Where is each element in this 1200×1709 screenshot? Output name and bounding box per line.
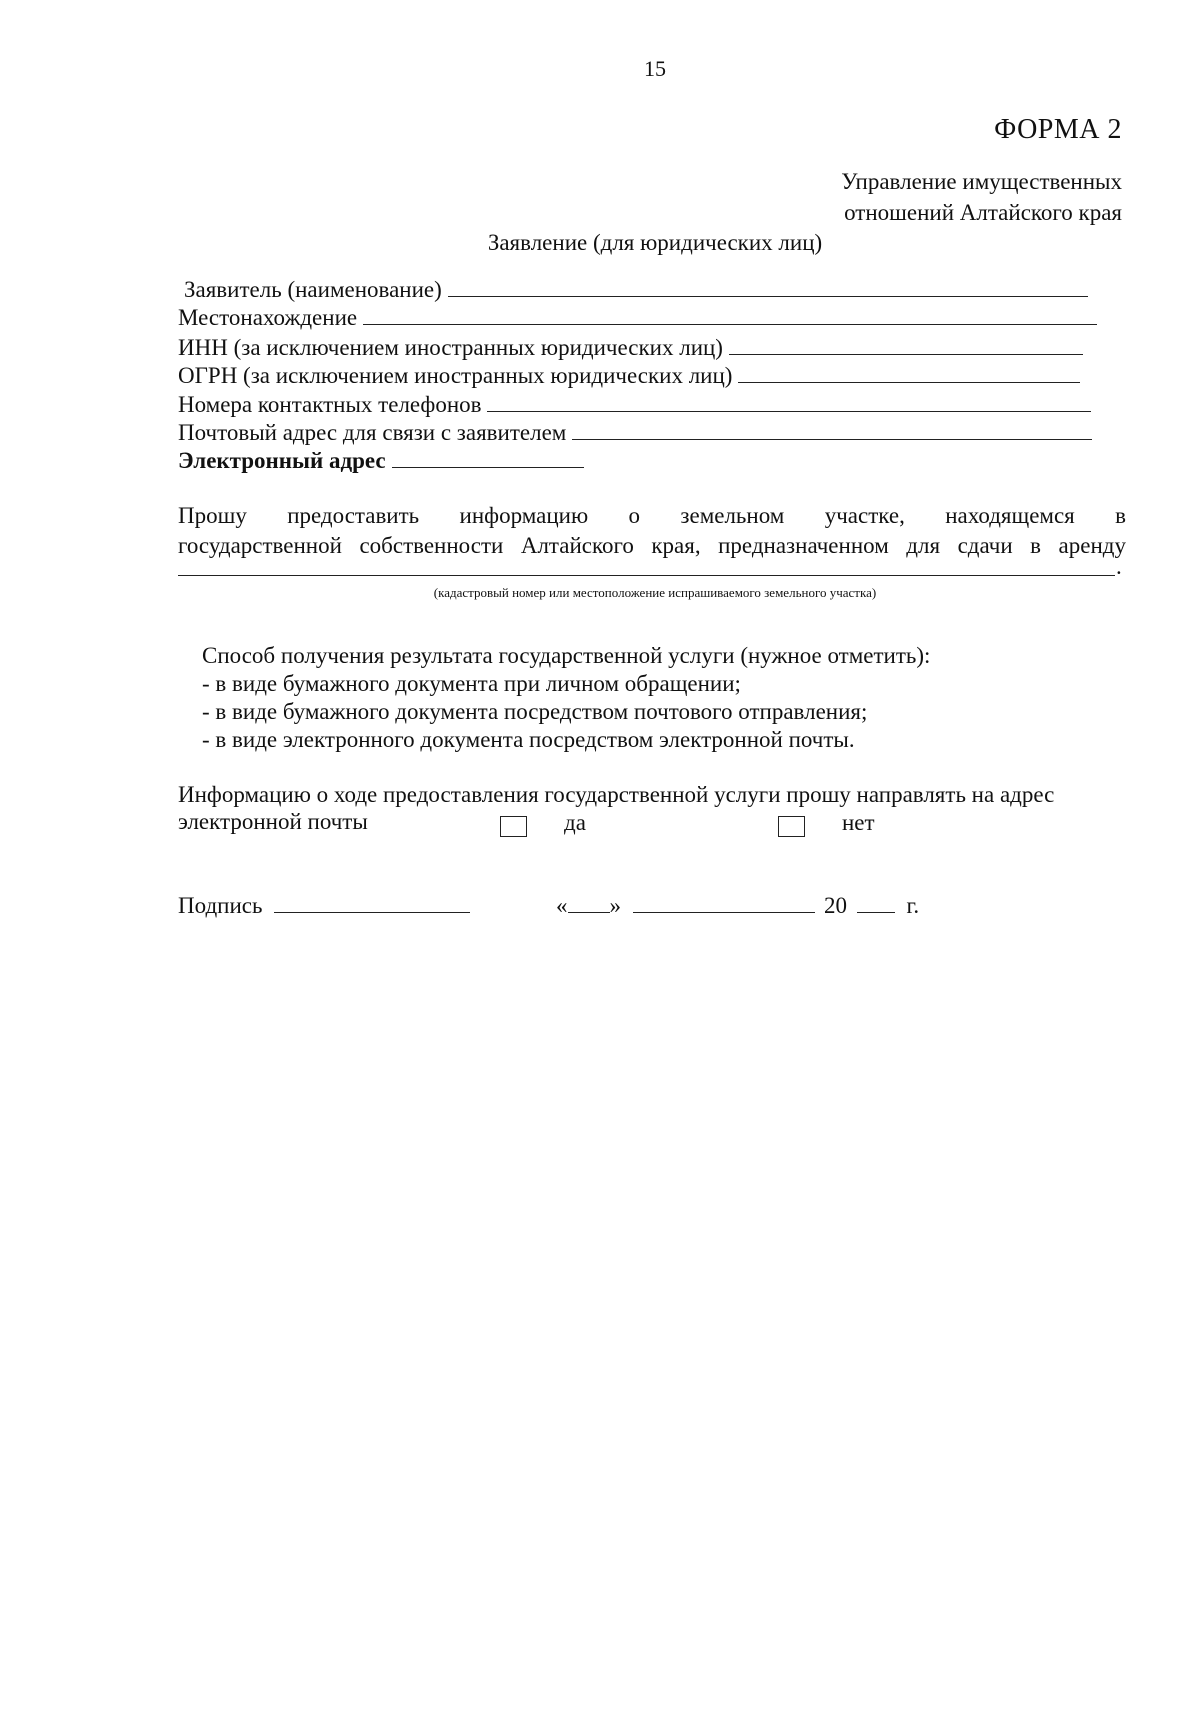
notify-text-line-2: электронной почты: [178, 809, 368, 834]
applicant-row: [184, 276, 1088, 303]
yes-checkbox[interactable]: [500, 816, 527, 837]
date-open-quote: «: [556, 893, 568, 918]
date-close-quote: »: [609, 893, 621, 918]
date-block: [556, 892, 815, 919]
postal-row: [178, 419, 1092, 446]
ogrn-row: [178, 362, 1080, 389]
signature-field[interactable]: [274, 892, 470, 913]
applicant-field[interactable]: [448, 276, 1088, 297]
request-paragraph: [178, 501, 1126, 561]
cadastral-caption: (кадастровый номер или местоположение испрашиваемого земельного участка): [433, 585, 877, 600]
recipient-line-2: отношений Алтайского края: [844, 200, 1122, 225]
ogrn-field[interactable]: [738, 362, 1080, 383]
year-field[interactable]: [857, 892, 895, 913]
year-block: [824, 892, 919, 919]
phones-row: [178, 391, 1091, 418]
inn-row: [178, 334, 1083, 361]
postal-label: Почтовый адрес для связи с заявителем: [178, 420, 567, 445]
delivery-option: - в виде бумажного документа посредством почтового отправления;: [202, 699, 868, 724]
recipient-block: [841, 166, 1122, 228]
applicant-label: Заявитель (наименование): [184, 277, 442, 302]
day-field[interactable]: [568, 892, 610, 913]
cadastral-field[interactable]: [178, 575, 1115, 576]
location-field[interactable]: [363, 304, 1097, 325]
inn-label: ИНН (за исключением иностранных юридических лиц): [178, 335, 723, 360]
request-end-dot: .: [1116, 554, 1122, 579]
ogrn-label: ОГРН (за исключением иностранных юридических лиц): [178, 363, 733, 388]
phones-label: Номера контактных телефонов: [178, 392, 482, 417]
notify-text: Информацию о ходе предоставления государственной услуги прошу направлять на адрес: [178, 782, 1055, 807]
request-line-1: Прошу предоставить информацию о земельном участке, находящемся в: [178, 503, 1126, 528]
inn-field[interactable]: [729, 334, 1083, 355]
delivery-option: - в виде электронного документа посредством электронной почты.: [202, 727, 855, 752]
no-label: нет: [842, 810, 875, 835]
document-title: Заявление (для юридических лиц): [487, 230, 823, 255]
recipient-line-1: Управление имущественных: [841, 169, 1122, 194]
location-row: [178, 304, 1097, 331]
page-number: 15: [644, 56, 666, 81]
email-row: [178, 447, 584, 474]
phones-field[interactable]: [487, 391, 1091, 412]
form-label: ФОРМА 2: [994, 114, 1122, 145]
no-checkbox[interactable]: [778, 816, 805, 837]
request-line-2: государственной собственности Алтайского края, предназначенном для сдачи в аренду: [178, 533, 1126, 558]
year-suffix: г.: [906, 893, 920, 918]
year-prefix: 20: [824, 893, 847, 918]
delivery-heading: Способ получения результата государственной услуги (нужное отметить):: [202, 643, 931, 668]
delivery-methods: [202, 642, 930, 754]
email-label: Электронный адрес: [178, 448, 386, 473]
postal-field[interactable]: [572, 419, 1092, 440]
signature-label: Подпись: [178, 893, 263, 918]
email-field[interactable]: [392, 447, 584, 468]
location-label: Местонахождение: [178, 305, 358, 330]
delivery-option: - в виде бумажного документа при личном обращении;: [202, 671, 741, 696]
signature-block: [178, 892, 470, 919]
month-field[interactable]: [633, 892, 815, 913]
yes-label: да: [564, 810, 586, 835]
